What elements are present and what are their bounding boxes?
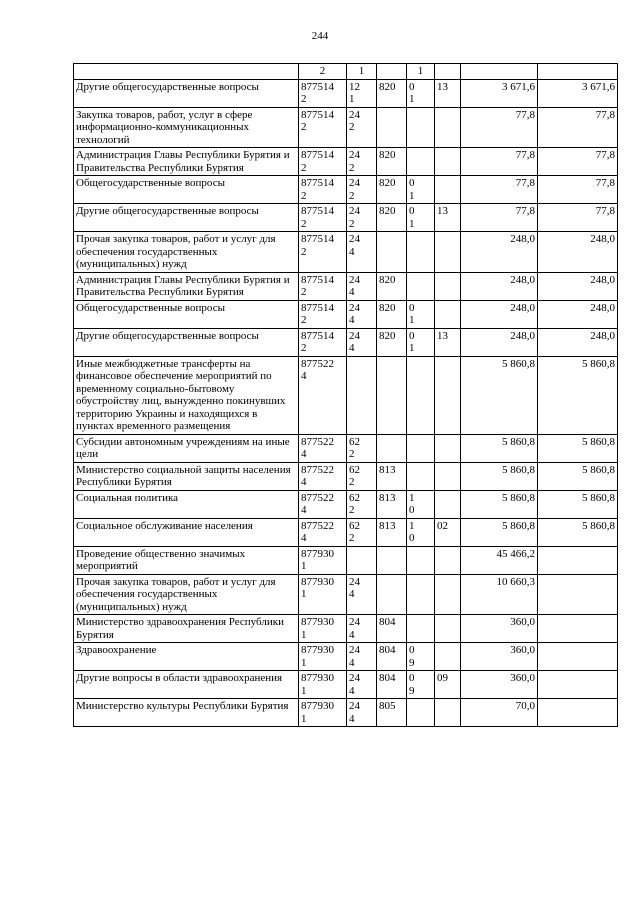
header-grbs-cell — [377, 64, 407, 80]
row-sum2-cell: 77,8 — [538, 148, 618, 176]
header-rz-cell: 1 — [407, 64, 435, 80]
header-sum2-cell — [538, 64, 618, 80]
row-grbs-cell: 804 — [377, 643, 407, 671]
table-row — [74, 574, 618, 615]
header-name-cell — [74, 64, 299, 80]
row-code-cell: 877514 2 — [299, 107, 347, 148]
row-pr-cell — [435, 300, 461, 328]
table-row — [74, 643, 618, 671]
row-rz-cell: 1 0 — [407, 518, 435, 546]
row-rz-cell: 0 1 — [407, 300, 435, 328]
row-sum1-cell: 77,8 — [461, 204, 538, 232]
row-name-cell: Другие общегосударственные вопросы — [74, 204, 299, 232]
row-name-cell: Субсидии автономным учреждениям на иные цели — [74, 434, 299, 462]
row-name-cell: Министерство здравоохранения Республики Бурятия — [74, 615, 299, 643]
row-pr-cell — [435, 546, 461, 574]
row-sum1-cell: 248,0 — [461, 272, 538, 300]
row-name-cell: Администрация Главы Республики Бурятия и Правительства Республики Бурятия — [74, 148, 299, 176]
row-rz-cell — [407, 574, 435, 615]
row-code-cell: 877514 2 — [299, 272, 347, 300]
row-name-cell: Социальная политика — [74, 490, 299, 518]
row-sum1-cell: 45 466,2 — [461, 546, 538, 574]
row-name-cell: Министерство социальной защиты населения Республики Бурятия — [74, 462, 299, 490]
row-rz-cell — [407, 546, 435, 574]
row-rz-cell — [407, 615, 435, 643]
row-vr-cell — [347, 546, 377, 574]
row-sum2-cell — [538, 643, 618, 671]
table-row — [74, 699, 618, 727]
row-grbs-cell — [377, 546, 407, 574]
row-pr-cell — [435, 615, 461, 643]
row-name-cell: Прочая закупка товаров, работ и услуг для обеспечения государственных (муниципальных) нужд — [74, 232, 299, 273]
row-name-cell: Другие вопросы в области здравоохранения — [74, 671, 299, 699]
row-sum2-cell — [538, 699, 618, 727]
header-vr-cell: 1 — [347, 64, 377, 80]
table-row — [74, 490, 618, 518]
row-pr-cell — [435, 699, 461, 727]
row-pr-cell — [435, 272, 461, 300]
row-pr-cell — [435, 574, 461, 615]
row-sum2-cell: 5 860,8 — [538, 490, 618, 518]
table-row — [74, 434, 618, 462]
row-grbs-cell — [377, 574, 407, 615]
row-sum2-cell: 5 860,8 — [538, 434, 618, 462]
row-grbs-cell — [377, 232, 407, 273]
row-sum1-cell: 77,8 — [461, 107, 538, 148]
row-rz-cell: 1 0 — [407, 490, 435, 518]
row-pr-cell — [435, 232, 461, 273]
row-sum1-cell: 77,8 — [461, 176, 538, 204]
row-pr-cell: 13 — [435, 204, 461, 232]
row-code-cell: 877522 4 — [299, 518, 347, 546]
row-sum1-cell: 5 860,8 — [461, 518, 538, 546]
row-sum2-cell — [538, 574, 618, 615]
row-pr-cell — [435, 643, 461, 671]
row-code-cell: 877514 2 — [299, 204, 347, 232]
row-rz-cell — [407, 148, 435, 176]
row-code-cell: 877930 1 — [299, 671, 347, 699]
header-sum1-cell — [461, 64, 538, 80]
row-vr-cell: 24 4 — [347, 300, 377, 328]
row-grbs-cell: 804 — [377, 615, 407, 643]
row-vr-cell: 62 2 — [347, 518, 377, 546]
row-code-cell: 877514 2 — [299, 300, 347, 328]
row-vr-cell: 24 4 — [347, 671, 377, 699]
row-name-cell: Иные межбюджетные трансферты на финансовое обеспечение мероприятий по временному социально-бытовому обустройству лиц, вынужденно покинувших территорию Украины и находящихся в пунктах временного размещения — [74, 356, 299, 434]
row-rz-cell — [407, 434, 435, 462]
row-code-cell: 877514 2 — [299, 176, 347, 204]
table-row — [74, 232, 618, 273]
table-row — [74, 204, 618, 232]
row-vr-cell: 24 4 — [347, 615, 377, 643]
header-pr-cell — [435, 64, 461, 80]
row-vr-cell: 24 2 — [347, 204, 377, 232]
row-sum2-cell: 77,8 — [538, 204, 618, 232]
row-name-cell: Проведение общественно значимых мероприятий — [74, 546, 299, 574]
row-code-cell: 877930 1 — [299, 574, 347, 615]
row-grbs-cell: 804 — [377, 671, 407, 699]
row-sum2-cell: 77,8 — [538, 107, 618, 148]
row-sum2-cell: 248,0 — [538, 300, 618, 328]
row-name-cell: Общегосударственные вопросы — [74, 300, 299, 328]
row-vr-cell: 62 2 — [347, 434, 377, 462]
row-pr-cell — [435, 434, 461, 462]
header-code-cell: 2 — [299, 64, 347, 80]
row-rz-cell — [407, 462, 435, 490]
row-sum1-cell: 5 860,8 — [461, 356, 538, 434]
row-rz-cell — [407, 272, 435, 300]
row-name-cell: Социальное обслуживание населения — [74, 518, 299, 546]
row-code-cell: 877514 2 — [299, 232, 347, 273]
row-sum1-cell: 5 860,8 — [461, 490, 538, 518]
row-sum2-cell: 3 671,6 — [538, 79, 618, 107]
row-name-cell: Администрация Главы Республики Бурятия и Правительства Республики Бурятия — [74, 272, 299, 300]
row-sum1-cell: 77,8 — [461, 148, 538, 176]
row-code-cell: 877514 2 — [299, 148, 347, 176]
row-pr-cell: 13 — [435, 328, 461, 356]
row-name-cell: Другие общегосударственные вопросы — [74, 328, 299, 356]
row-code-cell: 877522 4 — [299, 462, 347, 490]
row-grbs-cell: 820 — [377, 148, 407, 176]
row-vr-cell: 24 4 — [347, 574, 377, 615]
row-vr-cell — [347, 356, 377, 434]
row-rz-cell: 0 1 — [407, 204, 435, 232]
row-code-cell: 877522 4 — [299, 356, 347, 434]
row-name-cell: Закупка товаров, работ, услуг в сфере информационно-коммуникационных технологий — [74, 107, 299, 148]
row-rz-cell — [407, 232, 435, 273]
row-sum1-cell: 248,0 — [461, 232, 538, 273]
row-sum2-cell: 5 860,8 — [538, 462, 618, 490]
row-grbs-cell — [377, 434, 407, 462]
row-vr-cell: 12 1 — [347, 79, 377, 107]
row-code-cell: 877522 4 — [299, 434, 347, 462]
table-row — [74, 107, 618, 148]
table-row — [74, 356, 618, 434]
row-rz-cell: 0 9 — [407, 671, 435, 699]
row-code-cell: 877930 1 — [299, 643, 347, 671]
budget-table — [73, 63, 618, 727]
row-grbs-cell: 813 — [377, 462, 407, 490]
row-rz-cell — [407, 356, 435, 434]
row-pr-cell — [435, 462, 461, 490]
row-grbs-cell: 820 — [377, 328, 407, 356]
row-name-cell: Другие общегосударственные вопросы — [74, 79, 299, 107]
row-sum2-cell — [538, 546, 618, 574]
table-row — [74, 671, 618, 699]
row-sum2-cell: 5 860,8 — [538, 518, 618, 546]
row-grbs-cell: 820 — [377, 79, 407, 107]
row-grbs-cell: 820 — [377, 272, 407, 300]
row-sum1-cell: 360,0 — [461, 671, 538, 699]
row-vr-cell: 24 2 — [347, 107, 377, 148]
row-name-cell: Прочая закупка товаров, работ и услуг для обеспечения государственных (муниципальных) нужд — [74, 574, 299, 615]
row-vr-cell: 24 4 — [347, 699, 377, 727]
row-rz-cell: 0 1 — [407, 79, 435, 107]
table-row — [74, 328, 618, 356]
row-sum1-cell: 360,0 — [461, 615, 538, 643]
row-pr-cell — [435, 176, 461, 204]
table-row — [74, 615, 618, 643]
table-row — [74, 462, 618, 490]
row-name-cell: Здравоохранение — [74, 643, 299, 671]
row-sum1-cell: 70,0 — [461, 699, 538, 727]
column-number-row — [74, 64, 618, 80]
row-sum2-cell: 248,0 — [538, 232, 618, 273]
row-grbs-cell — [377, 107, 407, 148]
row-pr-cell: 13 — [435, 79, 461, 107]
row-sum1-cell: 248,0 — [461, 328, 538, 356]
row-rz-cell: 0 9 — [407, 643, 435, 671]
row-grbs-cell: 820 — [377, 204, 407, 232]
row-grbs-cell: 820 — [377, 300, 407, 328]
row-pr-cell — [435, 356, 461, 434]
row-vr-cell: 62 2 — [347, 462, 377, 490]
row-sum1-cell: 360,0 — [461, 643, 538, 671]
row-pr-cell — [435, 490, 461, 518]
row-sum2-cell: 248,0 — [538, 272, 618, 300]
row-grbs-cell: 813 — [377, 490, 407, 518]
row-sum2-cell — [538, 615, 618, 643]
row-sum2-cell: 5 860,8 — [538, 356, 618, 434]
row-rz-cell — [407, 699, 435, 727]
row-sum1-cell: 3 671,6 — [461, 79, 538, 107]
row-name-cell: Министерство культуры Республики Бурятия — [74, 699, 299, 727]
row-vr-cell: 24 4 — [347, 643, 377, 671]
row-code-cell: 877514 2 — [299, 328, 347, 356]
row-pr-cell: 02 — [435, 518, 461, 546]
row-vr-cell: 24 4 — [347, 232, 377, 273]
row-code-cell: 877930 1 — [299, 615, 347, 643]
table-row — [74, 518, 618, 546]
row-vr-cell: 24 4 — [347, 272, 377, 300]
row-vr-cell: 24 4 — [347, 328, 377, 356]
row-vr-cell: 24 2 — [347, 176, 377, 204]
row-sum2-cell: 77,8 — [538, 176, 618, 204]
row-code-cell: 877522 4 — [299, 490, 347, 518]
table-row — [74, 79, 618, 107]
table-row — [74, 148, 618, 176]
table-row — [74, 546, 618, 574]
row-sum2-cell — [538, 671, 618, 699]
row-name-cell: Общегосударственные вопросы — [74, 176, 299, 204]
row-grbs-cell: 820 — [377, 176, 407, 204]
row-rz-cell: 0 1 — [407, 328, 435, 356]
table-row — [74, 300, 618, 328]
row-code-cell: 877930 1 — [299, 699, 347, 727]
row-sum1-cell: 5 860,8 — [461, 462, 538, 490]
row-code-cell: 877930 1 — [299, 546, 347, 574]
row-sum1-cell: 5 860,8 — [461, 434, 538, 462]
row-rz-cell — [407, 107, 435, 148]
row-sum1-cell: 248,0 — [461, 300, 538, 328]
row-code-cell: 877514 2 — [299, 79, 347, 107]
row-sum2-cell: 248,0 — [538, 328, 618, 356]
row-grbs-cell: 813 — [377, 518, 407, 546]
page-number: 244 — [311, 30, 329, 42]
row-pr-cell — [435, 148, 461, 176]
table-row — [74, 176, 618, 204]
table-row — [74, 272, 618, 300]
row-grbs-cell — [377, 356, 407, 434]
row-grbs-cell: 805 — [377, 699, 407, 727]
row-rz-cell: 0 1 — [407, 176, 435, 204]
row-vr-cell: 62 2 — [347, 490, 377, 518]
row-pr-cell: 09 — [435, 671, 461, 699]
row-sum1-cell: 10 660,3 — [461, 574, 538, 615]
row-vr-cell: 24 2 — [347, 148, 377, 176]
row-pr-cell — [435, 107, 461, 148]
